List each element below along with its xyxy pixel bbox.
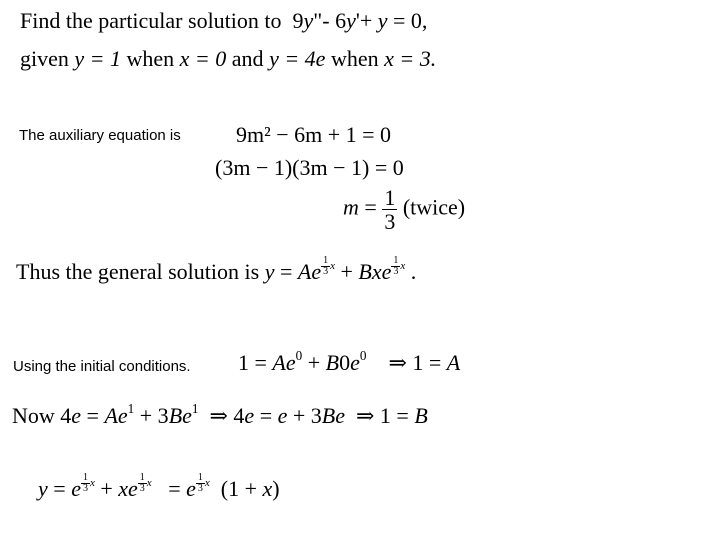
problem-intro-text: Find the particular solution to [20, 8, 282, 33]
now-equation: $4e = Ae^1 + 3Be^1$ ⇒ 4e = e + 3Be ⇒ 1 = B [60, 401, 428, 428]
general-solution-line [16, 256, 416, 285]
condition-x-eq-0: x = 0 [179, 46, 227, 71]
given-text: given [20, 46, 69, 71]
particular-solution: y = e $\frac{1}{3}$ x + xe $\frac{1}{3}$ x = e $\frac{1}{3}$ x (1 + x) [38, 472, 280, 501]
condition-y-eq-4e: y = 4e [269, 46, 326, 71]
now-label: Now [12, 403, 55, 428]
initial-condition-equation: $1 = Ae^0 + B0e^0$ ⇒ 1 = A [238, 348, 461, 375]
when-text-2: when [330, 46, 379, 71]
differential-equation: 9y"- 6y'+ y = 0, [287, 8, 428, 33]
root-equation: m = $\frac{1}{3}$ (twice) [343, 185, 466, 235]
one-third-fraction: $\frac{1}{3}$ [384, 185, 396, 235]
when-text-1: when [126, 46, 175, 71]
and-text: and [231, 46, 264, 71]
twice-note: (twice) [402, 194, 466, 220]
auxiliary-equation: 9m² − 6m + 1 = 0 [236, 122, 392, 147]
condition-y-eq-1: y = 1 [74, 46, 122, 71]
initial-conditions-label: Using the initial conditions. [13, 358, 191, 375]
auxiliary-label: The auxiliary equation is [19, 127, 181, 144]
problem-line-1 [20, 8, 427, 34]
problem-line-2 [20, 46, 436, 72]
factored-equation: (3m − 1)(3m − 1) = 0 [215, 155, 404, 180]
general-solution-formula: y = Ae $\frac{1}{3}$ x + Bxe $\frac{1}{3}$ x . [264, 255, 417, 284]
now-line [12, 403, 428, 429]
condition-x-eq-3: x = 3. [384, 46, 437, 71]
general-solution-label: Thus the general solution is [16, 258, 260, 284]
